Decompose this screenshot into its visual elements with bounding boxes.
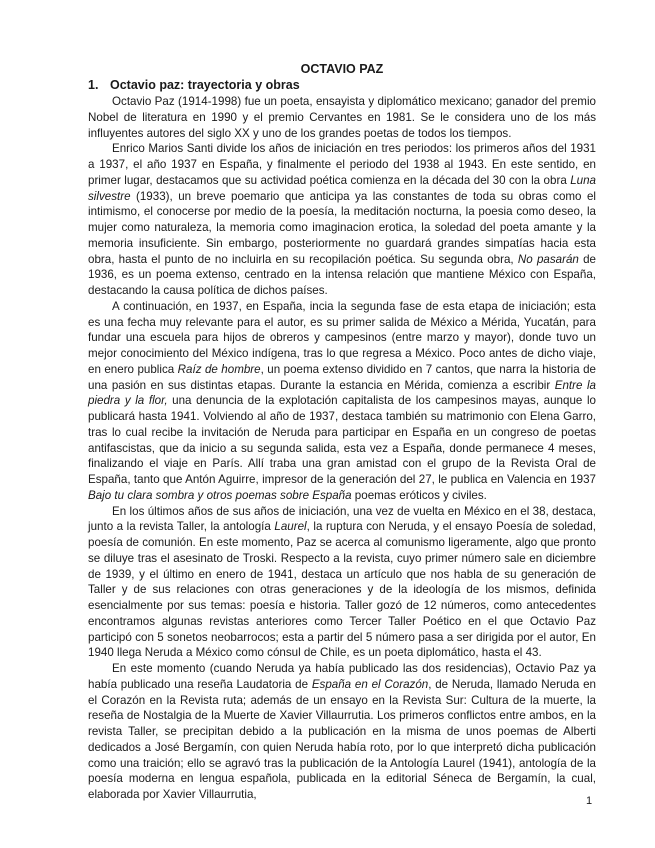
paragraph-text: , la ruptura con Neruda, y el ensayo Poesía de soledad, poesía de comunión. En este momento, Paz se acerca al comunismo ligeramente, algo que pronto se diluye tras el asesinato de Troski. Respecto a la revista, cuyo primer número sale en diciembre de 1939, y el último en enero de 1941, destaca un artículo que nos habla de su generación de Taller y de sus relaciones con otras generaciones y de la ideología de los mismos, definida esencialmente por sus temas: poesía e historia. Taller gozó de 12 números, como antecedentes encontramos algunas revistas anteriores como Tercer Taller Poético en el que Octavio Paz participó con 5 sonetos neobarrocos; esta a partir del 5 número pasa a ser dirigida por el autor, En 1940 llega Neruda a México como cónsul de Chile, es un poeta diplomático, hasta el 43. bbox=[88, 520, 596, 660]
body-paragraph bbox=[88, 299, 596, 504]
paragraph-text: Enrico Marios Santi divide los años de iniciación en tres periodos: los primeros años del 1931 a 1937, el año 1937 en España, y finalmente el periodo del 1938 al 1943. En este sentido, en primer lugar, destacamos que su actividad poética comienza en la década del 30 con la obra bbox=[88, 142, 596, 187]
document-body bbox=[88, 94, 596, 803]
body-paragraph bbox=[88, 141, 596, 299]
document-title: OCTAVIO PAZ bbox=[300, 62, 384, 76]
body-paragraph bbox=[88, 504, 596, 662]
section-heading-text: Octavio paz: trayectoria y obras bbox=[110, 78, 300, 92]
italic-title: No pasarán bbox=[517, 252, 579, 266]
italic-title: Laurel bbox=[274, 520, 307, 534]
paragraph-text: , de Neruda, llamado Neruda en el Corazón en la Revista ruta; además de un ensayo en la Revista Sur: Cultura de la muerte, la reseña de Nostalgia de la Muerte de Xavier Villaurrutia. Los primeros conflictos entre ambos, en la revista Taller, se precipitan debido a la publicación en la misma de unos poemas de Alberti dedicados a José Bergamín, con quien Neruda había roto, por lo que interpretó dicha publicación como una traición; ello se agravó tras la publicación de la Antología Laurel (1941), antología de la poesía moderna en lengua española, publicada en la editorial Séneca de Bergamín, la cual, elaborada por Xavier Villaurrutia, bbox=[88, 677, 596, 801]
section-heading bbox=[88, 78, 596, 92]
paragraph-text: A continuación, en 1937, en España, incia la segunda fase de esta etapa de iniciación; esta es una fecha muy relevante para el autor, es su primer salida de México a Mérida, Yucatán, para fundar una escuela para hijos de obreros y campesinos (entre marzo y mayor), donde tuvo un mejor conocimiento del México indígena, tras lo que regresa a México. Poco antes de dicho viaje, en enero publica bbox=[88, 299, 596, 376]
paragraph-text: En los últimos años de sus años de iniciación, una vez de vuelta en México en el 38, destaca, junto a la revista Taller, la antología bbox=[88, 504, 596, 534]
section-number: 1. bbox=[88, 78, 99, 92]
body-paragraph bbox=[88, 661, 596, 803]
paragraph-text: de 1936, es un poema extenso, centrado en la intensa relación que mantiene México con España, destacando la causa política de dichos países. bbox=[88, 252, 596, 297]
paragraph-text: (1933), un breve poemario que anticipa ya las constantes de toda su obras como el intimismo, el conocerse por medio de la poesía, la meditación nocturna, la poesia como deseo, la mujer como naturaleza, la memoria como imaginacion erotica, la soledad del poeta amante y la memoria insuficiente. Sin embargo, posteriormente no guardará grandes simpatías hacia esta obra, hasta el punto de no incluirla en su recopilación poética. Su segunda obra, bbox=[88, 189, 596, 266]
italic-title: Entre la piedra y la flor, bbox=[88, 378, 596, 408]
paragraph-text: Octavio Paz (1914-1998) fue un poeta, ensayista y diplomático mexicano; ganador del premio Nobel de literatura en 1990 y el premio Cervantes en 1981. Se le considera uno de los más influyentes autores del siglo XX y uno de los grandes poetas de todos los tiempos. bbox=[88, 95, 596, 140]
italic-title: Raíz de hombre bbox=[177, 362, 261, 376]
italic-title: Bajo tu clara sombra y otros poemas sobre España bbox=[88, 488, 352, 502]
paragraph-text: poemas eróticos y civiles. bbox=[351, 488, 487, 502]
paragraph-text: En este momento (cuando Neruda ya había publicado las dos residencias), Octavio Paz ya había publicado una reseña Laudatoria de bbox=[88, 662, 596, 691]
italic-title: Luna silvestre bbox=[88, 173, 596, 203]
paragraph-text: , un poema extenso dividido en 7 cantos, que narra la historia de una pasión en sus distintas etapas. Durante la estancia en Mérida, comienza a escribir bbox=[88, 362, 596, 392]
body-paragraph bbox=[88, 94, 596, 141]
paragraph-text: una denuncia de la explotación capitalista de los campesinos mayas, aunque lo publicará hasta 1941. Volviendo al año de 1937, destaca también su matrimonio con Elena Garro, tras lo cual recibe la invitación de Neruda para participar en España en un congreso de poetas antifascistas, que da inicio a su segunda salida, esta vez a España, donde permanece 4 meses, finalizando el viaje en París. Allí traba una gran amistad con el grupo de la Revista Oral de España, tanto que Antón Aguirre, impresor de la generación del 27, le publica en Valencia en 1937 bbox=[88, 394, 596, 486]
page-number: 1 bbox=[586, 795, 593, 807]
italic-title: España en el Corazón bbox=[311, 677, 429, 691]
